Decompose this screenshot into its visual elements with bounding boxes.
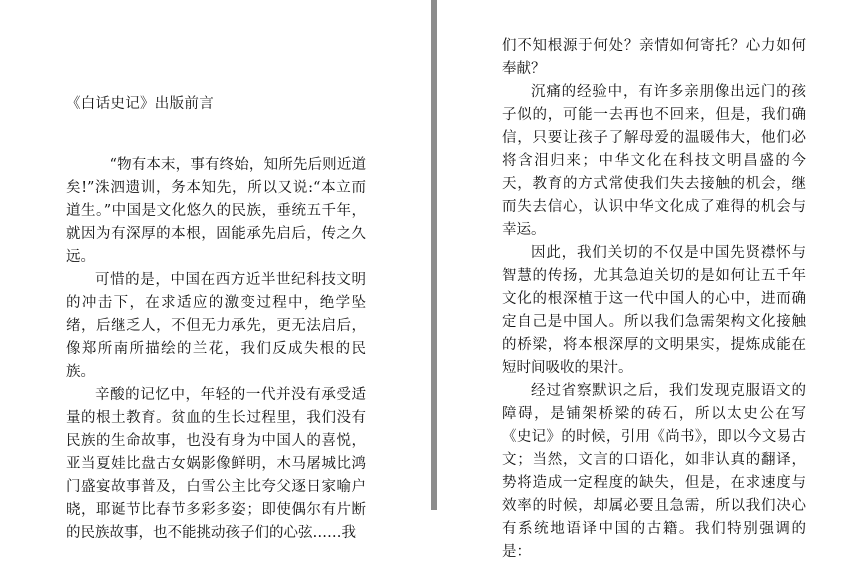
left-page-body (66, 154, 366, 545)
right-page-body (502, 35, 806, 564)
right-page (437, 0, 868, 560)
paragraph: 沉痛的经验中，有许多亲朋像出远门的孩子似的，可能一去再也不回来，但是，我们确信，只要让孩子了解母爱的温暖伟大，他们必将含泪归来；中华文化在科技文明昌盛的今天，教育的方式常使我们失去接触的机会，继而失去信心，认识中华文化成了难得的机会与幸运。 (502, 84, 806, 238)
paragraph-continuation: 们不知根源于何处？亲情如何寄托？心力如何奉献？ (502, 38, 806, 77)
paragraph: “物有本末，事有终始，知所先后则近道矣!”洙泗遗训，务本知先，所以又说:“本立而道生。”中国是文化悠久的民族，垂统五千年，就因为有深厚的本根，固能承先启后，传之久远。 (66, 157, 366, 265)
preface-title: 《白话史记》出版前言 (66, 96, 214, 112)
left-page (0, 0, 431, 541)
paragraph: 经过省察默识之后，我们发现克服语文的障碍，是铺架桥梁的砖石，所以太史公在写《史记》的时候，引用《尚书》，即以今文易古文；当然，文言的口语化，如非认真的翻译，势将造成一定程度的缺失，但是，在求速度与效率的时候，却属必要且急需，所以我们决心有系统地语译中国的古籍。我们特别强调的是： (502, 383, 806, 560)
paragraph: 可惜的是，中国在西方近半世纪科技文明的冲击下，在求适应的激变过程中，绝学坠绪，后继乏人，不但无力承先，更无法启后，像郑所南所描绘的兰花，我们反成失根的民族。 (66, 272, 366, 380)
paragraph: 辛酸的记忆中，年轻的一代并没有承受适量的根土教育。贫血的生长过程里，我们没有民族的生命故事，也没有身为中国人的喜悦，亚当夏娃比盘古女娲影像鲜明，木马屠城比鸿门盛宴故事普及，白雪公主比夸父逐日家喻户晓，耶诞节比春节多彩多姿；即使偶尔有片断的民族故事，也不能挑动孩子们的心弦……我 (66, 387, 366, 541)
paragraph: 因此，我们关切的不仅是中国先贤襟怀与智慧的传扬，尤其急迫关切的是如何让五千年文化的根深植于这一代中国人的心中，进而确定自己是中国人。所以我们急需架构文化接触的桥梁，将本根深厚的文明果实，提炼成能在短时间吸收的果汁。 (502, 245, 806, 376)
